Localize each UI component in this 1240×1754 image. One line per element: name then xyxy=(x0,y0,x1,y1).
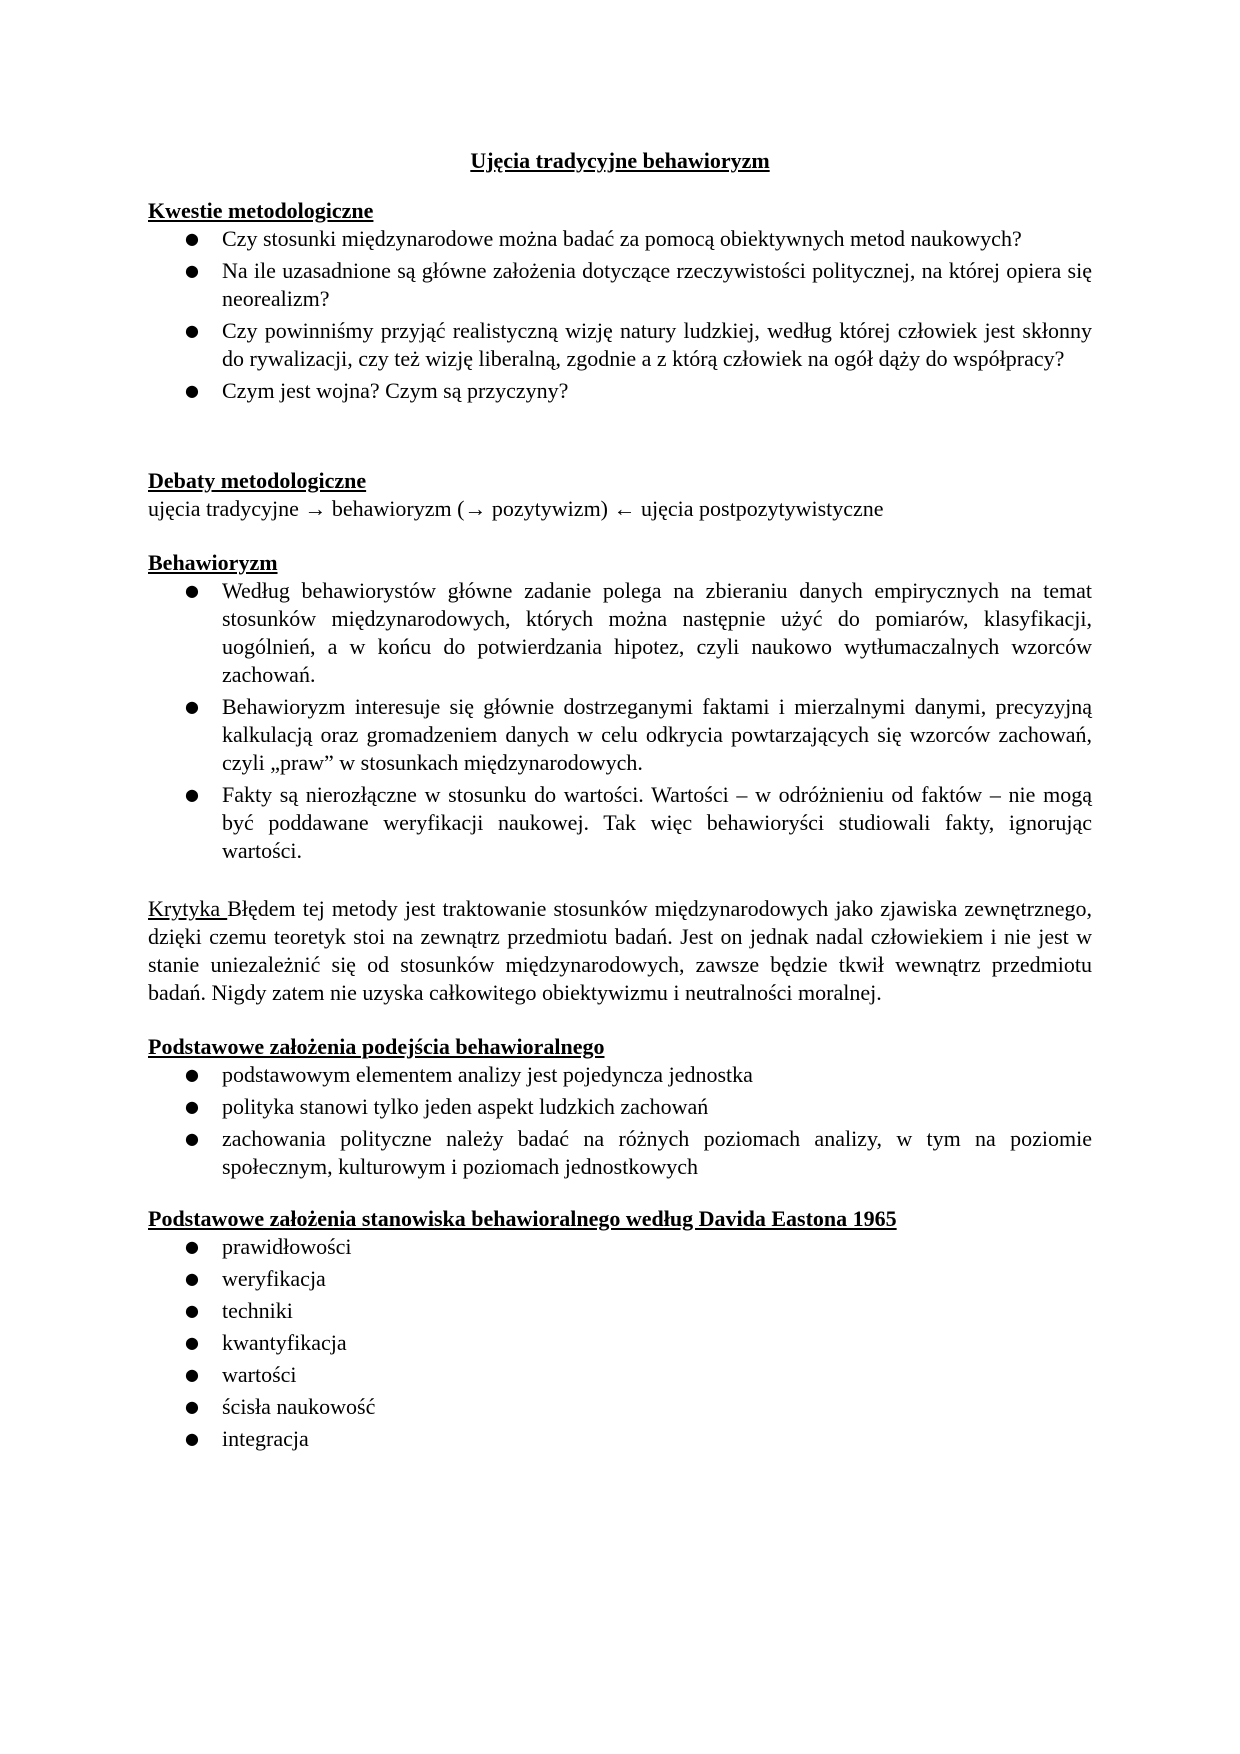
list-item-text: weryfikacja xyxy=(222,1266,326,1291)
list-item-text: wartości xyxy=(222,1362,297,1387)
critique-paragraph xyxy=(148,895,1092,1007)
bullet-icon: ● xyxy=(185,1397,199,1416)
list-item-text: ścisła naukowość xyxy=(222,1394,376,1419)
list-item xyxy=(148,377,1092,405)
bullet-icon: ● xyxy=(185,697,199,716)
list-item xyxy=(148,1393,1092,1421)
bullet-icon: ● xyxy=(185,261,199,280)
list-item xyxy=(148,1061,1092,1089)
bullet-icon: ● xyxy=(185,1065,199,1084)
list-item-text: kwantyfikacja xyxy=(222,1330,347,1355)
critique-label: Krytyka xyxy=(148,896,228,921)
list-item xyxy=(148,317,1092,373)
section-heading-kwestie: Kwestie metodologiczne xyxy=(148,198,374,223)
bullet-list-podejscia xyxy=(148,1061,1092,1181)
list-item xyxy=(148,1425,1092,1453)
list-item-text: Czym jest wojna? Czym są przyczyny? xyxy=(222,378,569,403)
list-item-text: podstawowym elementem analizy jest pojedyncza jednostka xyxy=(222,1062,753,1087)
list-item-text: Na ile uzasadnione są główne założenia dotyczące rzeczywistości politycznej, na której opiera się neorealizm? xyxy=(222,258,1092,311)
list-item-text: zachowania polityczne należy badać na różnych poziomach analizy, w tym na poziomie społecznym, kulturowym i poziomach jednostkowych xyxy=(222,1126,1092,1179)
bullet-icon: ● xyxy=(185,1301,199,1320)
bullet-icon: ● xyxy=(185,1269,199,1288)
section-heading-debaty: Debaty metodologiczne xyxy=(148,468,367,493)
bullet-icon: ● xyxy=(185,321,199,340)
bullet-list-kwestie xyxy=(148,225,1092,405)
bullet-icon: ● xyxy=(185,1097,199,1116)
list-item xyxy=(148,257,1092,313)
bullet-icon: ● xyxy=(185,785,199,804)
document-title: Ujęcia tradycyjne behawioryzm xyxy=(470,148,770,173)
list-item xyxy=(148,693,1092,777)
list-item-text: Behawioryzm interesuje się głównie dostrzeganymi faktami i mierzalnymi danymi, precyzyjną kalkulacją oraz gromadzeniem danych w celu odkrycia powtarzających się wzorców zachowań, czyli „praw” w stosunkach międzynarodowych. xyxy=(222,694,1092,775)
list-item xyxy=(148,1265,1092,1293)
bullet-icon: ● xyxy=(185,229,199,248)
document-page xyxy=(148,147,1092,1457)
list-item-text: integracja xyxy=(222,1426,309,1451)
list-item xyxy=(148,1093,1092,1121)
list-item xyxy=(148,1329,1092,1357)
bullet-icon: ● xyxy=(185,1237,199,1256)
section-heading-podstawowe-podejscia: Podstawowe założenia podejścia behawioralnego xyxy=(148,1034,605,1059)
bullet-list-easton xyxy=(148,1233,1092,1453)
list-item-text: Czy stosunki międzynarodowe można badać za pomocą obiektywnych metod naukowych? xyxy=(222,226,1022,251)
bullet-icon: ● xyxy=(185,1129,199,1148)
debaty-text: ujęcia tradycyjne → behawioryzm (→ pozytywizm) ← ujęcia postpozytywistyczne xyxy=(148,496,884,521)
list-item-text: Fakty są nierozłączne w stosunku do wartości. Wartości – w odróżnieniu od faktów – nie mogą być poddawane weryfikacji naukowej. Tak więc behawioryści studiowali fakty, ignorując wartości. xyxy=(222,782,1092,863)
bullet-icon: ● xyxy=(185,1333,199,1352)
list-item-text: techniki xyxy=(222,1298,293,1323)
list-item-text: Według behawiorystów główne zadanie polega na zbieraniu danych empirycznych na temat stosunków międzynarodowych, których można następnie użyć do pomiarów, klasyfikacji, uogólnień, a w końcu do potwierdzania hipotez, czyli naukowo wytłumaczalnych wzorców zachowań. xyxy=(222,578,1092,687)
list-item xyxy=(148,1297,1092,1325)
list-item xyxy=(148,1125,1092,1181)
list-item xyxy=(148,781,1092,865)
bullet-icon: ● xyxy=(185,381,199,400)
list-item xyxy=(148,1361,1092,1389)
bullet-icon: ● xyxy=(185,1429,199,1448)
bullet-icon: ● xyxy=(185,581,199,600)
list-item xyxy=(148,577,1092,689)
list-item-text: Czy powinniśmy przyjąć realistyczną wizję natury ludzkiej, według której człowiek jest skłonny do rywalizacji, czy też wizję liberalną, zgodnie a z którą człowiek na ogół dąży do współpracy? xyxy=(222,318,1092,371)
bullet-list-behawioryzm xyxy=(148,577,1092,865)
list-item-text: prawidłowości xyxy=(222,1234,352,1259)
list-item-text: polityka stanowi tylko jeden aspekt ludzkich zachowań xyxy=(222,1094,709,1119)
section-heading-easton: Podstawowe założenia stanowiska behawioralnego według Davida Eastona 1965 xyxy=(148,1206,897,1231)
critique-text: Błędem tej metody jest traktowanie stosunków międzynarodowych jako zjawiska zewnętrznego, dzięki czemu teoretyk stoi na zewnątrz przedmiotu badań. Jest on jednak nadal człowiekiem i nie jest w stanie uniezależnić się od stosunków międzynarodowych, zawsze będzie tkwił wewnątrz przedmiotu badań. Nigdy zatem nie uzyska całkowitego obiektywizmu i neutralności moralnej. xyxy=(148,896,1093,1005)
section-heading-behawioryzm: Behawioryzm xyxy=(148,550,278,575)
list-item xyxy=(148,225,1092,253)
list-item xyxy=(148,1233,1092,1261)
bullet-icon: ● xyxy=(185,1365,199,1384)
